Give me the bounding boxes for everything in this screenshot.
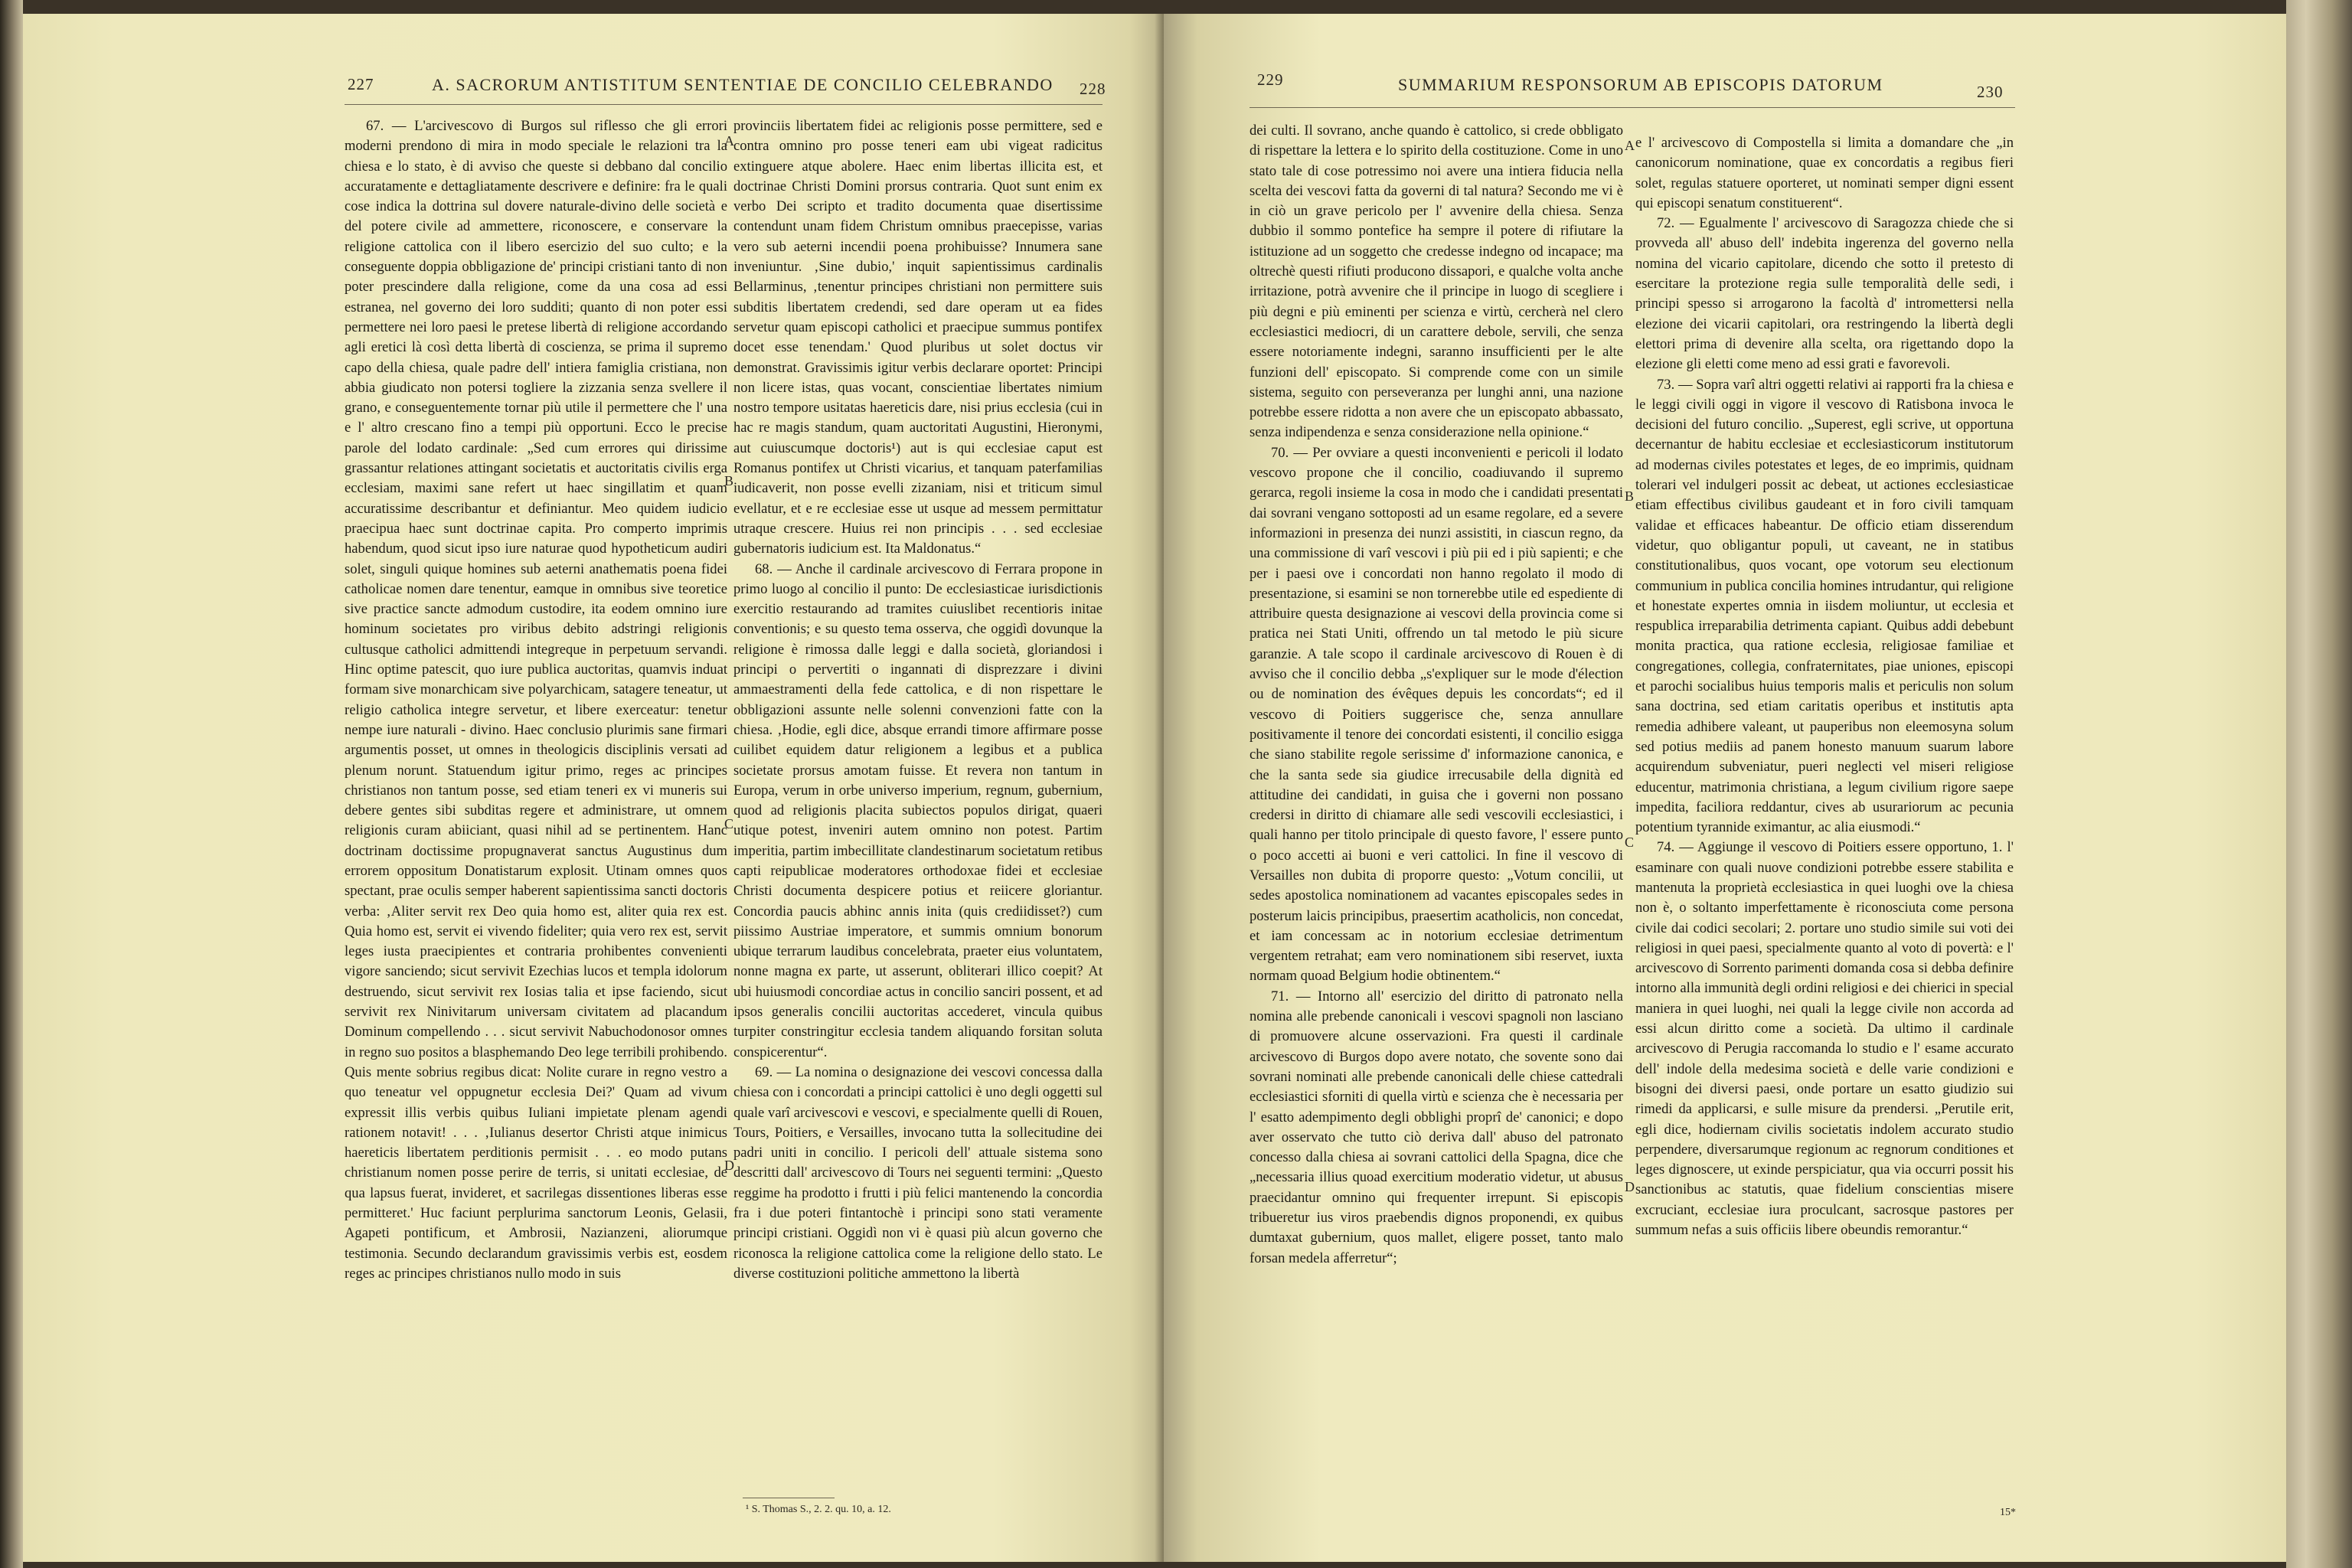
left-page-column-1 (345, 116, 727, 1527)
page-number-230: 230 (1977, 83, 2004, 101)
margin-marker-a-right: A (1625, 138, 1635, 153)
paragraph-73: 73. — Sopra varî altri oggetti relativi ai rapporti fra la chiesa e le leggi civili oggi in vigore il vescovo di Ratisbona invoca le decisioni del futuro concilio. „Superest, egli scrive, ut opportuna decernantur de habitu ecclesiae et ecclesiasticorum institutorum ad modernas civiles potestates et leges, de eo imprimis, quidnam tolerari vel indulgeri possit ac debeat, ut actiones ecclesiasticae etiam effectibus civilibus gaudeant et in foro civili tamquam validae et efficaces habeantur. De officio etiam disserendum videtur, quo obligantur populi, ut caveant, ne in statibus constitutionalibus, quos vocant, ope votorum seu electionum communium in publica concilia homines intrudantur, qui religione et honestate expertes omnia in iisdem moliuntur, ut ecclesia et respublica irreparabilia detrimenta capiant. Quibus addi debebunt monita practica, qua ratione ecclesia, religiosae familiae et congregationes, collegia, confraternitates, piae uniones, episcopi et parochi socialibus huius temporis malis et periculis non solum sana doctrina, sed etiam caritatis operibus et institutis apta remedia adhibere valeant, ut pauperibus non eleemosyna solum sed potius mediis ad panem honesto manuum suarum labore acquirendum subveniatur, pueri neglecti vel miseri religiose educentur, matrimonia christiana, a legum civilium rigore saepe impedita, faciliora reddantur, cives ab usurariorum ac pecunia potentium tyrannide eximantur, ac alia eiusmodi.“ (1635, 376, 2014, 836)
margin-marker-d: D (724, 1158, 734, 1173)
left-page (23, 14, 1164, 1562)
paragraph-67: 67. — L'arcivescovo di Burgos sul riflesso che gli errori moderni prendono di mira in modo speciale le relazioni tra la chiesa e lo stato, è di avviso che queste si debbano dal concilio accuratamente e dettagliatamente descrivere e definire: fra le quali cose indica la dottrina sul dovere naturale-divino delle società e del potere civile ad ammettere, riconoscere, e conservare la religione cattolica con il libero esercizio del suo culto; e la conseguente doppia obbligazione de' principi cristiani tanto di non poter prescindere dalla religione, come da una cosa ad essi estranea, nel governo dei loro sudditi; quanto di non poter essi permettere nei loro paesi le pretese libertà di religione accordando agli eretici là così detta libertà di coscienza, se prima il supremo capo della chiesa, quale padre dell' intiera famiglia cristiana, non abbia giudicato non potersi togliere la zizzania senza svellere il grano, e conseguentemente tornar più utile il permettere che l' una e l' altro crescano fino a tempi più opportuni. Ecco le precise parole del lodato cardinale: „Sed cum errores qui dirissime grassantur relationes attingant societatis et auctoritatis civilis erga ecclesiam, maximi sane refert ut haec singillatim et quam accuratissime describantur et definiantur. Meo quidem iudicio praecipua haec sunt doctrinae capita. Pro comperto imprimis habendum, quod sicut ipso iure naturae quod hypotheticum audiri solet, singuli quique homines sub aeterni anathematis poena fidei catholicae nomen dare tenentur, eamque in omnibus sive teoretice sive practice sancte admodum custodire, ita eodem omnino iure hominum societates pro viribus debito adstringi religionis cultusque catholici admittendi integreque in perpetuum servandi. Hinc optime patescit, quo iure publica auctoritas, quamvis induat formam sive monarchicam sive polyarchicam, satagere teneatur, ut religio catholica integre servetur, et libere exerceatur: tenetur nempe iure naturali - divino. Haec conclusio plurimis sane firmari argumentis posset, ut omnes in theologicis disciplinis versati ad plenum norunt. Statuendum igitur primo, reges ac principes christianos non tantum posse, sed etiam teneri ex vi muneris sui debere gentes sibi subditas regere et administrare, ut omnem religionis curam abiiciant, quasi nihil ad se pertinentem. Hanc doctrinam doctissime propugnaverat sanctus Augustinus dum errorem oppositum Donatistarum explosit. Utinam omnes quos spectant, prae oculis semper haberent sapientissima sancti doctoris verba: ‚Aliter servit rex Deo quia homo est, aliter quia rex est. Quia homo est, servit ei vivendo fideliter; quia vero rex est, servit leges iusta praecipientes et contraria prohibentes convenienti vigore sanciendo; sicut servivit Ezechias lucos et templa idolorum destruendo, sicut servivit rex Iosias talia et ipse faciendo, sicut servivit rex Ninivitarum universam civitatem ad placandum Dominum compellendo . . . sicut servivit Nabuchodonosor omnes in regno suo positos a blasphemando Deo lege terribili prohibendo. Quis mente sobrius regibus dicat: Nolite curare in regno vestro a quo teneatur vel oppugnetur ecclesia Dei?' Quam ad vivum expressit illis verbis quibus Iuliani impietate plenam agendi rationem notavit! . . . ‚Iulianus desertor Christi atque inimicus haereticis libertatem perditionis permisit . . . eo modo putans christianum nomen posse perire de terris, si unitati ecclesiae, de qua lapsus fuerat, invideret, et sacrilegas dissentiones liberas esse permitteret.' Huc faciunt perplurima sanctorum Leonis, Gelasii, Agapeti pontificum, et Ambrosii, Nazianzeni, aliorumque testimonia. Secundo declarandum gravissimis verbis est, eosdem reges ac principes christianos nullo modo in suis (345, 118, 727, 1282)
paragraph-71: 71. — Intorno all' esercizio del diritto di patronato nella nomina alle prebende canonicali i vescovi spagnoli non lasciano di promuovere alcune osservazioni. Fra questi il cardinale arcivescovo di Burgos dopo avere notato, che sovente sono dai sovrani nominati alle prebende canonicali delle chiese cattedrali ecclesiastici sforniti di quella virtù e scienza che è necessaria per l' esatto adempimento degli obblighi proprî de' canonici; e dopo aver osservato che tutto ciò deriva dall' abuso del patronato concesso dalla chiesa ai sovrani cattolici della Spagna, dice che „necessaria illius quoad exercitium moderatio videtur, ut abusus praecidantur omnino qui frequenter irrepunt. Si episcopis tribueretur ius viros praebendis dignos proponendi, ex quibus dumtaxat gubernium, quos mallet, eligere posset, tanto malo forsan medela afferretur“; (1250, 988, 1623, 1266)
page-number-227: 227 (348, 75, 374, 93)
header-rule-right (1250, 107, 2015, 108)
running-title-right: SUMMARIUM RESPONSORUM AB EPISCOPIS DATORUM (1398, 75, 1883, 94)
right-page (1164, 14, 2286, 1562)
paragraph-70: 70. — Per ovviare a questi inconvenienti e pericoli il lodato vescovo propone che il concilio, coadiuvando il supremo gerarca, regoli insieme la cosa in modo che i candidati presentati dai sovrani vengano sottoposti ad un esame regolare, ed a severe informazioni in presenza dei nunzi assistiti, in ciascun regno, da una commissione di varî vescovi i più pii ed i più sapienti; e che per i paesi ove i concordati non hanno regolato il modo di presentazione, si esamini se non tornerebbe utile ed espediente di attribuire questa designazione ai vescovi della provincia come si pratica nei Stati Uniti, offrendo un tal metodo le più sicure garanzie. A tale scopo il cardinale arcivescovo di Rouen è di avviso che il concilio debba „s'expliquer sur le mode d'élection ou de nomination des évêques depuis les concordats“; ed il vescovo di Poitiers suggerisce che, senza annullare positivamente il tenore dei concordati esistenti, il concilio esigga che siano stabilite regole serissime d' informazione canonica, e che la santa sede sia giudice irrecusabile della dignità ed attitudine dei candidati, in guisa che i governi non possano credersi in diritto di chiamare alle sedi vescovili ecclesiastici, i quali hanno per titolo principale di questo favore, l' essere punto o poco accetti ai buoni e veri cattolici. In fine il vescovo di Versailles non dubita di proporre questo: „Votum concilii, ut sedes apostolica nominationem ad vacantes episcopales sedes in posterum laicis principibus, praesertim acatholicis, non concedat, et iam concessam ac in notorium ecclesiae detrimentum vergentem retrahat; eam vero nominationem sibi reservet, iuxta normam quoad Belgium hodie obtinentem.“ (1250, 444, 1623, 985)
paragraph-68: 68. — Anche il cardinale arcivescovo di Ferrara propone in primo luogo al concilio il punto: De ecclesiasticae iurisdictionis exercitio restaurando ad tramites cuiuslibet recentioris initae conventionis; e su questo tema osserva, che oggidì dovunque la religione è rimossa dalle leggi e dalla società, gloriandosi i principi o pervertiti o ingannati di disprezzare i divini ammaestramenti della fede cattolica, e di non rispettare le obbligazioni assunte nelle solenni convenzioni fatte con la chiesa. ‚Hodie, egli dice, absque errandi timore affirmare posse cuilibet equidem datur religionem a legibus et a publica societate prorsus amotam fuisse. Et revera non tantum in Europa, verum in orbe universo imperium, regnum, gubernium, quod ad religionis placita subiectos populos dirigat, quaeri utique potest, inveniri autem omnino non potest. Partim imperitia, partim imbecillitate clandestinarum societatum retibus capti reipublicae moderatores orthodoxae fidei et ecclesiae Christi documenta despicere potius et reiicere gloriantur. Concordia paucis abhinc annis inita (quis crediidisset?) cum piissimo Austriae imperatore, et summis omnium bonorum ubique terrarum laudibus concelebrata, praeter eius voluntatem, nonne magna ex parte, ut asserunt, obliterari illico coepit? At ubi huiusmodi concordiae actus in concilio sanciri possent, et ad ipsos generalis concilii auctoritas accederet, vincula quibus turpiter constringitur ecclesia tandem aliquando forsitan soluta conspicerentur“. (733, 560, 1102, 1060)
book-edge-right (2286, 0, 2352, 1568)
right-page-header (1164, 70, 2286, 106)
left-page-header (23, 75, 1164, 106)
margin-marker-c: C (724, 816, 734, 831)
margin-marker-b-right: B (1625, 488, 1635, 504)
page-number-229: 229 (1257, 70, 1284, 89)
right-page-column-1 (1250, 121, 1623, 1499)
left-page-column-2 (733, 116, 1102, 1479)
signature-mark: 15* (2000, 1507, 2016, 1518)
book-edge-left (0, 0, 23, 1568)
paragraph-69: 69. — La nomina o designazione dei vescovi concessa dalla chiesa con i concordati a principi cattolici è uno degli oggetti sul quale varî arcivescovi e vescovi, e specialmente quelli di Rouen, Tours, Poitiers, e Versailles, invocano tutta la sollecitudine dei padri uniti in concilio. I pericoli dell' attuale sistema sono descritti dall' arcivescovo di Tours nei seguenti termini: „Questo reggime ha prodotto i frutti i più felici mantenendo la concordia fra i due poteri fintantochè i principi sono stati veramente principi cristiani. Oggidì non vi è quasi più alcun governo che riconosca la religione cattolica come la religione dello stato. Le diverse costituzioni politiche ammettono la libertà (733, 1063, 1102, 1282)
paragraph-74: 74. — Aggiunge il vescovo di Poitiers essere opportuno, 1. l' esaminare con quali nuove condizioni potrebbe essere stabilita e mantenuta la proprietà ecclesiastica in quei luoghi ove la chiesa non è, o soltanto imperfettamente è riconosciuta come persona civile dai codici secolari; 2. portare uno studio simile sui voti dei religiosi in quei paesi, specialmente quanto al voto di povertà: e l' arcivescovo di Sorrento parimenti domanda cosa si debba definire intorno alla immunità degli ordini religiosi e dei chierici in special maniera in quei luoghi, nei quali la legge civile non accorda ad essi alcun diritto come a società. Da ultimo il cardinale arcivescovo di Perugia raccomanda lo studio e l' esame accurato dell' indole della medesima società e delle varie condizioni e bisogni dei diversi paesi, onde portare un esatto giudizio sui rimedi da applicarsi, e sulle misure da prendersi. „Perutile erit, egli dice, hodiernam civilis societatis indolem accurato studio perpendere, diversarumque regionum ac regnorum conditiones et leges dignoscere, ut exinde perspiciatur, qua via occurri possit his sanctionibus ac statutis, quae fidelium conscientias misere excruciant, ecclesiae iura proculcant, sacrosque pastores per summum nefas a suis officiis libere obeundis remorantur.“ (1635, 839, 2014, 1239)
page-number-228: 228 (1080, 80, 1106, 98)
margin-marker-a: A (724, 133, 734, 149)
paragraph-69-continued: dei culti. Il sovrano, anche quando è cattolico, si crede obbligato di rispettare la lettera e lo spirito della costituzione. Come in uno stato tale di cose potressimo noi avere una intiera fiducia nella scelta dei vescovi fatta da governi di tal natura? Secondo me vi è in ciò un grave pericolo per l' avvenire della chiesa. Senza dubbio il sommo pontefice ha sempre il potere di rifiutare la istituzione ad un soggetto che credesse indegno od incapace; ma oltrechè questi rifiuti producono dissapori, e qualche volta anche irritazione, potrà avvenire che il principe in luogo di scegliere i più degni e più eminenti per scienza e virtù, cercherà nel clero ecclesiastici mediocri, di un carattere debole, servili, che senza essere notoriamente indegni, saranno insufficienti per le alte funzioni dell' episcopato. Si comprende come con un simile sistema, seguito con perseveranza per lunghi anni, una nazione potrebbe essere ridotta a non avere che un episcopato abbassato, senza indipendenza e senza considerazione nella opinione.“ (1250, 122, 1623, 441)
running-title: A. SACRORUM ANTISTITUM SENTENTIAE DE CONCILIO CELEBRANDO (432, 75, 1054, 94)
right-page-column-2 (1635, 133, 2014, 1504)
margin-marker-b: B (724, 473, 734, 488)
footnote: ¹ S. Thomas S., 2. 2. qu. 10, a. 12. (746, 1504, 891, 1515)
paragraph-72: 72. — Egualmente l' arcivescovo di Saragozza chiede che si provveda all' abuso dell' indebita ingerenza del governo nella nomina del vicario capitolare, dicendo che sotto il pretesto di esercitare la protezione regia sulle temporalità delle sedi, i principi spesso si arrogarono la facoltà d' intromettersi nella elezione dei vicarii capitolari, ora restringendo la libertà degli elettori prima di devenire alla scelta, ora rigettando dopo la elezione gli eletti come meno ad essi grati e favorevoli. (1635, 215, 2014, 373)
header-rule (345, 104, 1102, 105)
margin-marker-d-right: D (1625, 1179, 1635, 1194)
paragraph-67-continued: provinciis libertatem fidei ac religionis posse permittere, sed e contra omnino pro posse teneri eam ubi vigeat radicitus extinguere atque abolere. Haec enim libertas illicita est, et doctrinae Christi Domini prorsus contraria. Quot sunt enim ex verbo Dei scripto et tradito documenta quae disertissime contendunt unam fidem Christum omnibus praecepisse, varias vero sub aeterni incendii poena prohibuisse? Innumera sane inveniuntur. ‚Sine dubio,' inquit sapientissimus cardinalis Bellarminus, ‚tenentur principes christiani non permittere suis subditis libertatem credendi, sed dare operam ut ea fides servetur quam episcopi catholici et praecipue summus pontifex docet esse tenendam.' Quod pluribus ut solet doctus vir demonstrat. Gravissimis igitur verbis declarare oportet: Principi non licere istas, quas vocant, conscientiae libertates nimium nostro tempore usitatas haereticis dare, nisi prius ecclesia (cui in hac re magis standum, quam auctoritati Augustini, Hieronymi, aut cuiuscumque doctoris¹) aut is qui ecclesiae caput est Romanus pontifex ut Christi vicarius, et tanquam paterfamilias iudicaverit, non posse evelli zizaniam, nisi et triticum simul evellatur, et e re ecclesiae esse ut usque ad messem permittatur utraque crescere. Huius rei non principis . . . sed ecclesiae gubernatoris iudicium est. Ita Maldonatus.“ (733, 118, 1102, 557)
paragraph-71-continued: e l' arcivescovo di Compostella si limita a domandare che „in canonicorum nominatione, quae ex concordatis a regibus fieri solet, regulas statuere oporteret, ut nominati semper digni essent qui episcopi senatum constituerent“. (1635, 135, 2014, 211)
margin-marker-c-right: C (1625, 835, 1635, 850)
